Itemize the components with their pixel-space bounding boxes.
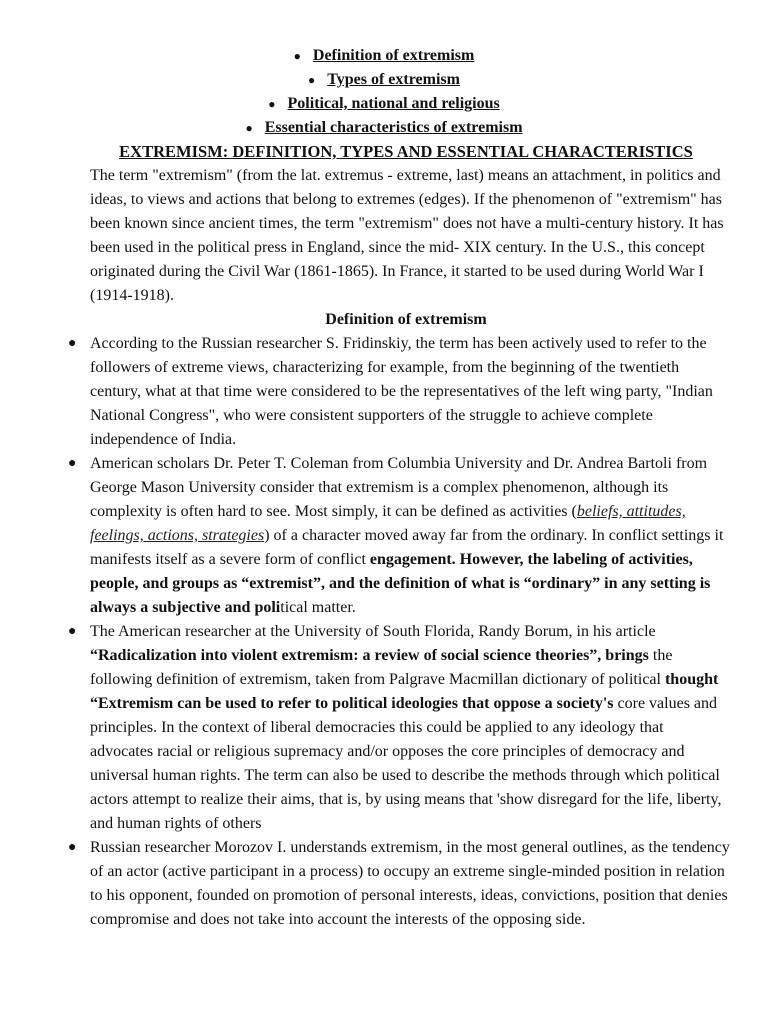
toc-item [0, 116, 768, 140]
list-item-text: Russian researcher Morozov I. understands extremism, in the most general outlines, as the tendency of an actor (active participant in a process) to occupy an extreme single-minded position in relation to his opponent, founded on promotion of personal interests, ideas, convictions, position that denies compromise and does not take into account the interests of the opposing side. [90, 839, 730, 928]
section-heading: Definition of extremism [325, 311, 487, 328]
toc-item-label: Essential characteristics of extremism [264, 119, 523, 136]
bullet-icon: ● [68, 840, 77, 855]
list-item-text: According to the Russian researcher S. Fridinskiy, the term has been actively used to refer to the followers of extreme views, characterizing for example, from the beginning of the twentieth century, what at that time were considered to be the representatives of the left wing party, "Indian National Congress", who were consistent supporters of the struggle to achieve complete independence of India. [90, 335, 713, 448]
bold-text: thought “Extremism can be used to refer to political ideologies that oppose a society's [90, 671, 719, 712]
definition-list [0, 332, 768, 932]
bold-text: engagement. However, the labeling of activities, people, and groups as “extremist”, and the definition of what is “ordinary” in any setting is always a subjective and poli [90, 551, 711, 616]
list-item [0, 332, 730, 452]
intro-paragraph: The term "extremism" (from the lat. extremus - extreme, last) means an attachment, in politics and ideas, to views and actions that belong to extremes (edges). If the phenomenon of "extremism" has been known since ancient times, the term "extremism" does not have a multi-century history. It has been used in the political press in England, since the mid- XIX century. In the U.S., this concept originated during the Civil War (1861-1865). In France, it started to be used during World War I (1914-1918). [90, 167, 724, 304]
list-item-text: American scholars Dr. Peter T. Coleman from Columbia University and Dr. Andrea Bartoli from George Mason University consider that extremism is a complex phenomenon, although its complexity is often hard to see. Most simply, it can be defined as activities ( [90, 455, 708, 520]
list-item-text: ) of a character moved away far from the ordinary. In conflict settings it manifests itself as a severe form of conflict [90, 527, 724, 568]
article-title: “Radicalization into violent extremism: a review of social science theories”, brings [90, 647, 649, 664]
activities-link[interactable]: beliefs, attitudes, feelings, actions, strategies [90, 503, 686, 544]
list-item-text: tical matter. [280, 599, 356, 616]
page-title: EXTREMISM: DEFINITION, TYPES AND ESSENTIAL CHARACTERISTICS [119, 142, 693, 161]
list-item [0, 836, 730, 932]
bullet-icon: ● [308, 73, 316, 87]
table-of-contents [0, 44, 768, 140]
list-item [0, 620, 730, 836]
toc-item [0, 44, 768, 68]
toc-item-label: Definition of extremism [312, 47, 475, 64]
bullet-icon: ● [68, 456, 77, 471]
bullet-icon: ● [245, 121, 253, 135]
toc-item [0, 68, 768, 92]
toc-item [0, 92, 768, 116]
list-item [0, 452, 730, 620]
list-item-text: The American researcher at the University of South Florida, Randy Borum, in his article [90, 623, 656, 640]
toc-item-label: Political, national and religious [287, 95, 500, 112]
list-item-text: core values and principles. In the context of liberal democracies this could be applied to any ideology that advocates racial or religious supremacy and/or opposes the core principles of democracy and universal human rights. The term can also be used to describe the methods through which political actors attempt to realize their aims, that is, by using means that 'show disregard for the life, liberty, and human rights of others [90, 695, 722, 832]
bullet-icon: ● [293, 49, 301, 63]
toc-item-label: Types of extremism [327, 71, 460, 88]
bullet-icon: ● [268, 97, 276, 111]
list-item-text: the following definition of extremism, taken from Palgrave Macmillan dictionary of political [90, 647, 673, 688]
bullet-icon: ● [68, 624, 77, 639]
bullet-icon: ● [68, 336, 77, 351]
